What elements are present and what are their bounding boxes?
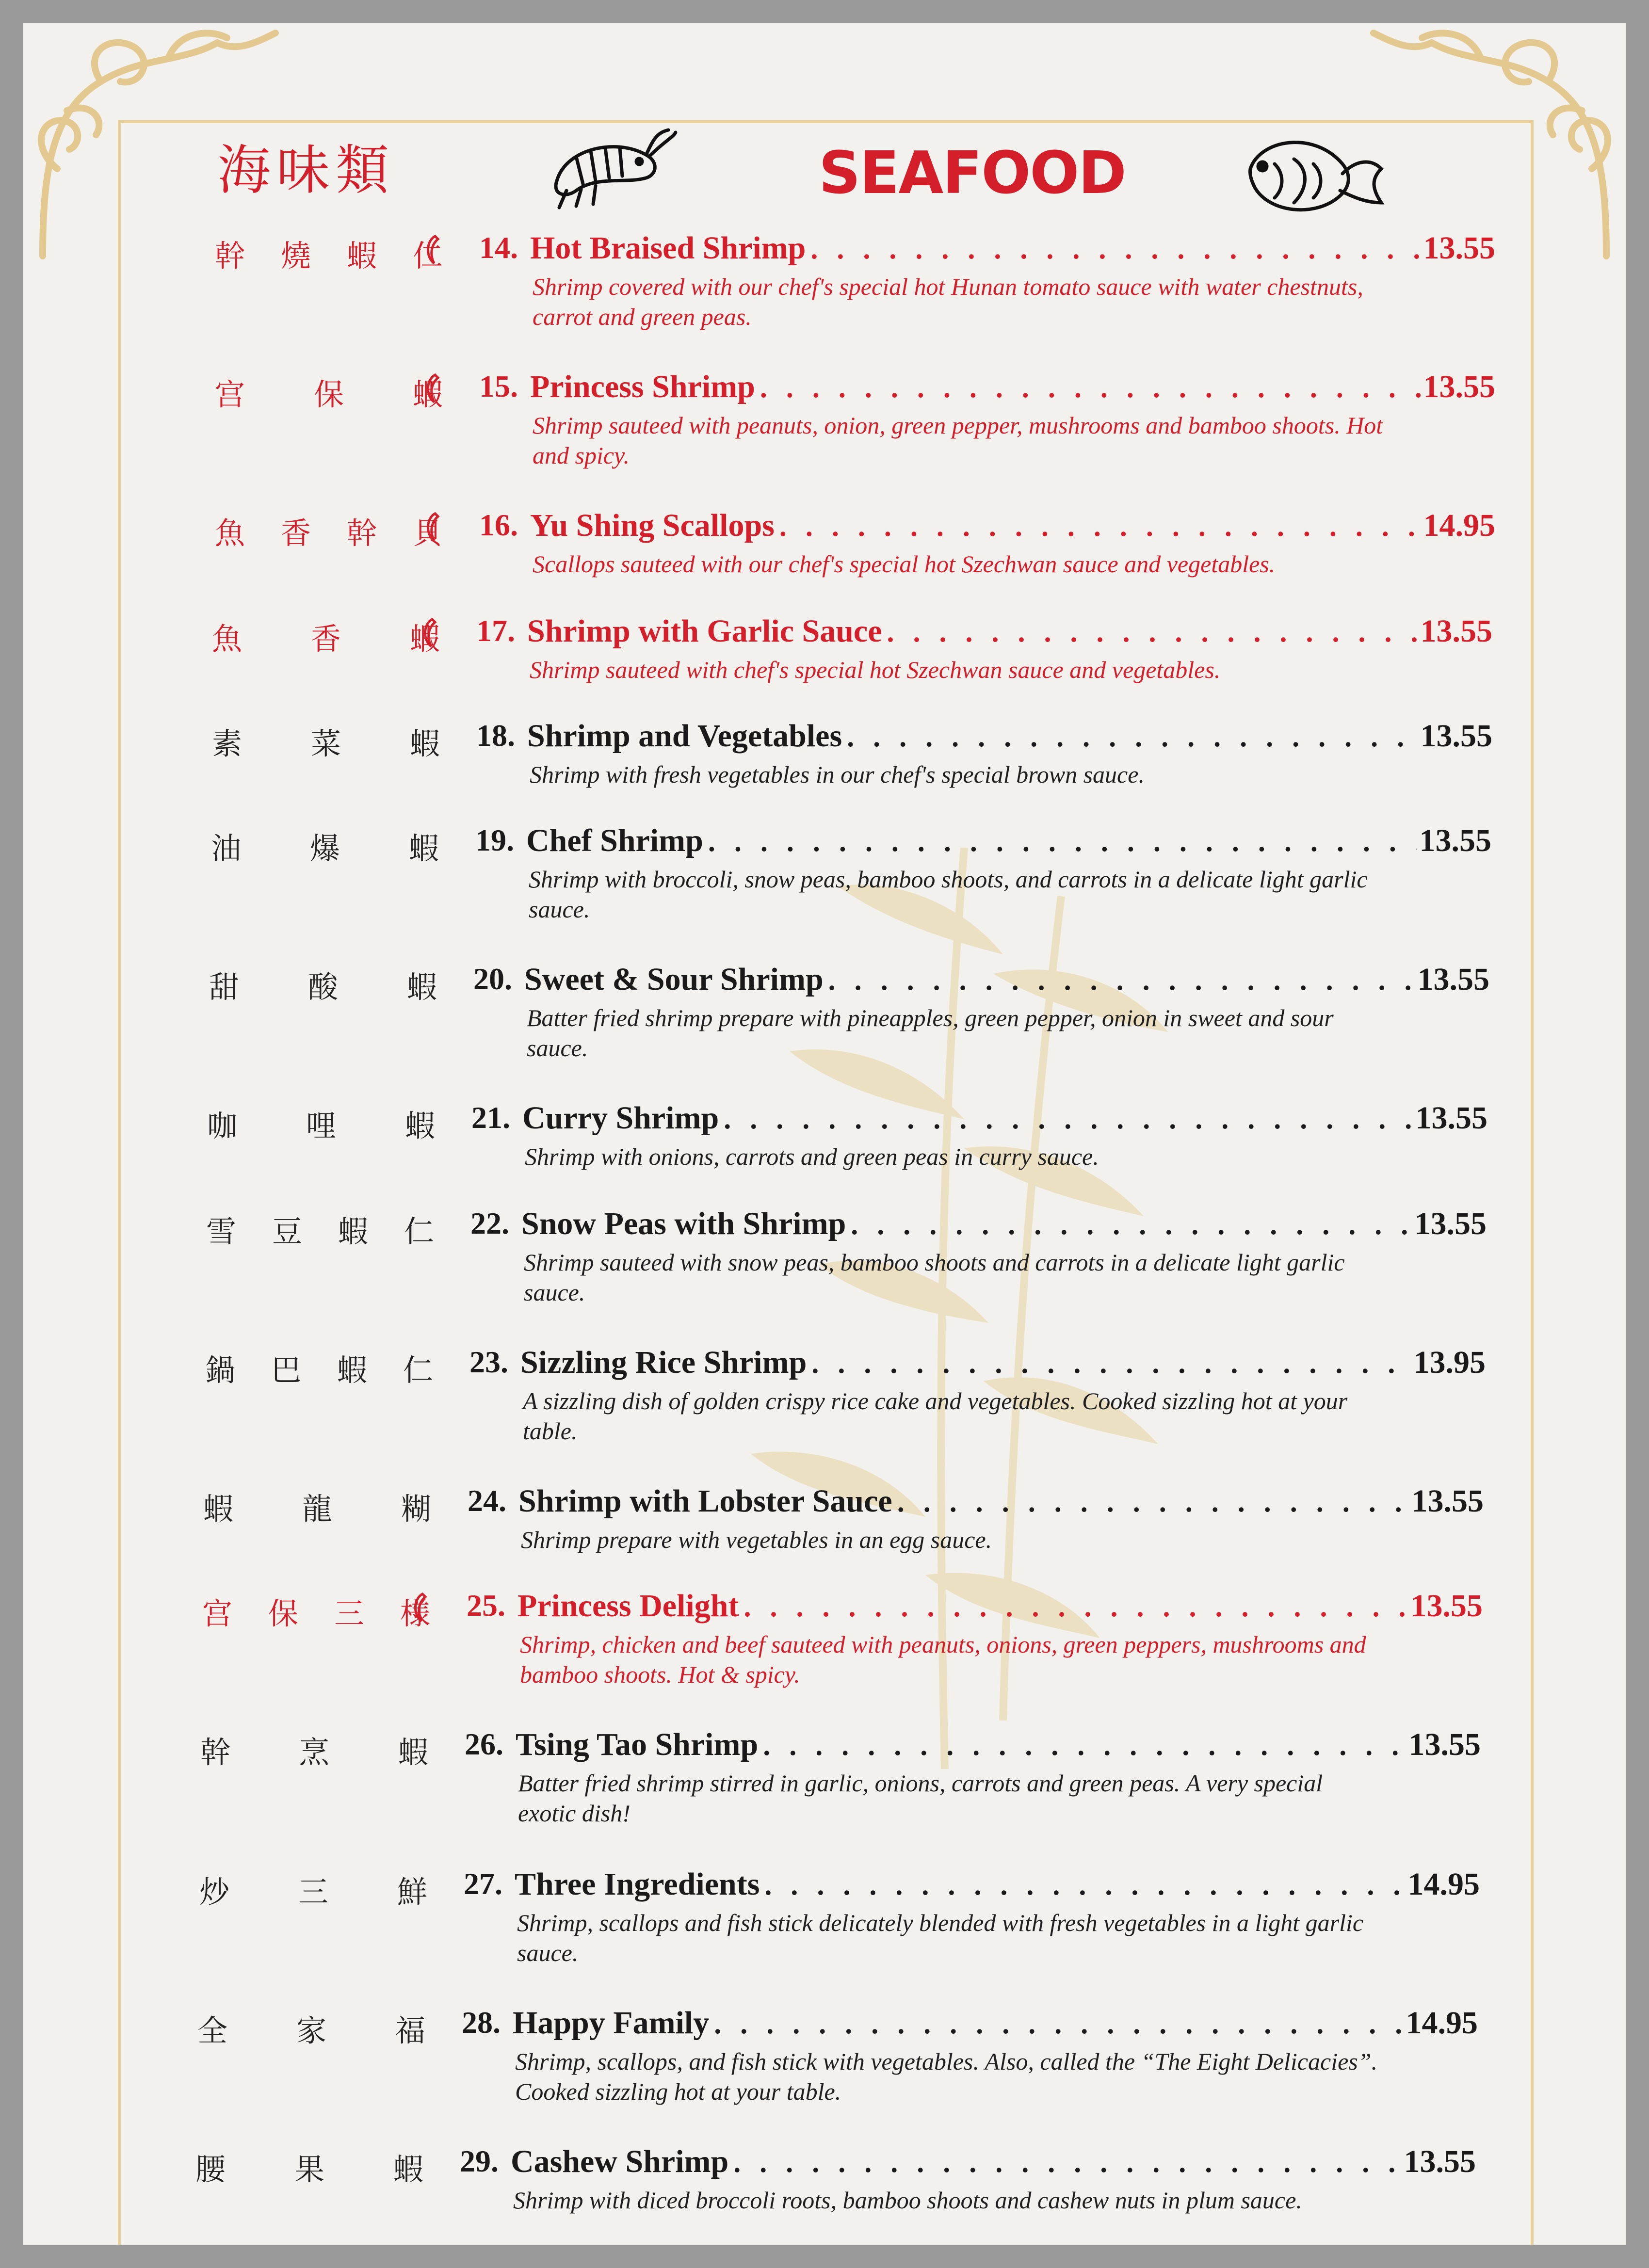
chinese-char: 蝦: [203, 1491, 234, 1527]
item-price: 13.55: [1411, 1483, 1484, 1519]
item-description: Shrimp with onions, carrots and green peas in curry sauce.: [525, 1143, 1099, 1170]
item-chinese-name: [215, 232, 443, 275]
chinese-char: 甜: [209, 969, 240, 1005]
leader-dots: [811, 1347, 1410, 1380]
hot-pepper-icon: [423, 373, 441, 404]
item-title-line: [522, 1100, 1487, 1137]
chinese-char: 保: [268, 1596, 298, 1631]
chinese-char: 様: [400, 1596, 430, 1631]
item-number: 28.: [462, 2005, 501, 2040]
item-description: Shrimp sauteed with snow peas, bamboo shoots and carrots in a delicate light garlic sauce.: [524, 1249, 1345, 1306]
fish-icon: [1241, 130, 1386, 227]
section-title-chinese: 海味類: [217, 139, 395, 201]
item-title-line: [524, 961, 1489, 998]
item-chinese-name: [197, 2007, 425, 2050]
item-chinese-name: [199, 1868, 427, 1911]
menu-item: [23, 1868, 1610, 2004]
menu-item: [23, 2145, 1606, 2245]
item-number: 22.: [470, 1206, 509, 1240]
item-price: 13.55: [1423, 369, 1495, 404]
item-chinese-name: [195, 2145, 423, 2188]
chinese-char: 果: [294, 2152, 324, 2187]
item-title-line: [513, 2005, 1478, 2042]
item-price: 14.95: [1406, 2005, 1478, 2041]
hot-pepper-icon: [423, 234, 441, 265]
item-name: Shrimp with Garlic Sauce: [527, 613, 882, 649]
chinese-char: 炒: [199, 1874, 230, 1910]
chinese-char: 全: [197, 2013, 228, 2048]
item-title-line: [530, 369, 1495, 405]
hot-pepper-icon: [423, 512, 441, 543]
item-chinese-name: [205, 1346, 433, 1389]
leader-dots: [760, 371, 1421, 404]
item-title-line: [517, 1588, 1483, 1625]
item-name: Cashew Shrimp: [511, 2144, 729, 2179]
chinese-char: 龍: [302, 1491, 332, 1527]
chinese-char: 巴: [271, 1352, 301, 1388]
chinese-char: 香: [280, 515, 311, 551]
chinese-char: 貝: [412, 515, 443, 551]
item-name: Sweet & Sour Shrimp: [524, 962, 824, 997]
chinese-char: 蝦: [404, 1108, 435, 1143]
menu-page: [23, 23, 1626, 2245]
item-description: Shrimp, chicken and beef sauteed with peanuts, onions, green peppers, mushrooms and bamboo shoots. Hot & spicy.: [520, 1631, 1366, 1688]
item-name: Hot Braised Shrimp: [530, 230, 806, 266]
section-title: SEAFOOD: [819, 140, 1126, 207]
chinese-char: 仁: [403, 1352, 433, 1388]
chinese-char: 蝦: [393, 2152, 423, 2187]
item-name: Princess Shrimp: [530, 369, 755, 404]
item-name: Three Ingredients: [515, 1866, 760, 1902]
item-name: Shrimp and Vegetables: [527, 718, 842, 754]
item-number: 23.: [469, 1345, 508, 1379]
chinese-char: 宫: [215, 377, 245, 412]
item-title-line: [526, 822, 1491, 859]
item-name: Chef Shrimp: [526, 823, 703, 858]
item-number: 18.: [476, 718, 515, 753]
leader-dots: [851, 1208, 1411, 1241]
menu-header: [23, 23, 1626, 237]
item-description: Shrimp with fresh vegetables in our chef's special brown sauce.: [530, 761, 1145, 788]
menu-item: [23, 2007, 1608, 2142]
leader-dots: [733, 2146, 1401, 2179]
menu-item: [23, 232, 1626, 368]
item-description: Shrimp sauteed with peanuts, onion, green pepper, mushrooms and bamboo shoots. Hot and spicy.: [533, 412, 1383, 469]
item-number: 14.: [479, 230, 518, 265]
leader-dots: [714, 2007, 1403, 2041]
chinese-char: 菜: [310, 726, 341, 761]
item-price: 13.95: [1413, 1345, 1486, 1380]
item-number: 19.: [475, 823, 514, 857]
leader-dots: [828, 964, 1415, 997]
leader-dots: [764, 1868, 1405, 1902]
chinese-char: 魚: [212, 621, 242, 657]
item-description: Batter fried shrimp prepare with pineapples, green pepper, onion in sweet and sour sauce.: [527, 1004, 1334, 1062]
item-number: 21.: [471, 1100, 510, 1135]
leader-dots: [744, 1590, 1407, 1624]
item-name: Princess Delight: [517, 1588, 739, 1624]
chinese-char: 蝦: [409, 726, 440, 761]
item-price: 13.55: [1408, 1727, 1481, 1762]
leader-dots: [779, 510, 1421, 543]
item-chinese-name: [211, 824, 439, 868]
item-description: Batter fried shrimp stirred in garlic, onions, carrots and green peas. A very special exotic dish!: [518, 1769, 1323, 1827]
chinese-char: 魚: [215, 515, 245, 551]
item-name: Yu Shing Scallops: [530, 508, 775, 543]
chinese-char: 蝦: [409, 621, 440, 657]
item-chinese-name: [202, 1590, 430, 1633]
hot-pepper-icon: [420, 617, 438, 648]
item-description: Shrimp covered with our chef's special hot Hunan tomato sauce with water chestnuts, carrot and green peas.: [533, 273, 1363, 330]
item-price: 13.55: [1417, 962, 1489, 997]
item-title-line: [511, 2143, 1476, 2180]
chinese-char: 咖: [207, 1108, 238, 1143]
chinese-char: 福: [395, 2013, 425, 2048]
leader-dots: [763, 1729, 1406, 1762]
item-name: Shrimp with Lobster Sauce: [518, 1483, 892, 1519]
item-title-line: [520, 1344, 1486, 1381]
item-title-line: [530, 507, 1495, 544]
chinese-char: 雪: [206, 1214, 237, 1249]
chinese-char: 宫: [202, 1596, 233, 1631]
item-price: 13.55: [1404, 2144, 1476, 2179]
menu-item: [23, 370, 1626, 506]
item-number: 15.: [479, 369, 518, 403]
item-name: Sizzling Rice Shrimp: [520, 1345, 807, 1380]
item-chinese-name: [212, 615, 440, 658]
item-description: Shrimp with diced broccoli roots, bamboo shoots and cashew nuts in plum sauce.: [513, 2187, 1302, 2214]
chinese-char: 幹: [346, 515, 377, 551]
item-title-line: [516, 1726, 1481, 1763]
item-number: 29.: [460, 2144, 499, 2178]
leader-dots: [847, 720, 1417, 754]
leader-dots: [810, 232, 1420, 266]
item-price: 13.55: [1423, 230, 1495, 266]
leader-dots: [887, 615, 1418, 649]
chinese-char: 仁: [404, 1214, 434, 1249]
menu-item: [23, 824, 1622, 960]
chinese-char: 三: [334, 1596, 364, 1631]
chinese-char: 蝦: [346, 238, 377, 273]
item-price: 14.95: [1423, 508, 1495, 543]
chinese-char: 豆: [272, 1214, 302, 1249]
item-price: 13.55: [1420, 613, 1492, 649]
chinese-char: 鍋: [205, 1352, 236, 1388]
item-number: 25.: [467, 1588, 505, 1623]
chinese-char: 蝦: [398, 1735, 428, 1770]
item-name: Happy Family: [513, 2005, 710, 2041]
item-chinese-name: [200, 1728, 428, 1771]
menu-item: [23, 1346, 1616, 1482]
item-description: Scallops sauteed with our chef's special hot Szechwan sauce and vegetables.: [533, 550, 1276, 578]
leader-dots: [708, 825, 1417, 858]
item-number: 17.: [476, 613, 515, 648]
chinese-char: 素: [212, 726, 242, 761]
item-description: Shrimp with broccoli, snow peas, bamboo shoots, and carrots in a delicate light garlic sauce.: [529, 866, 1368, 923]
hot-pepper-icon: [411, 1592, 428, 1623]
item-chinese-name: [209, 963, 437, 1006]
item-title-line: [530, 230, 1495, 267]
item-number: 24.: [468, 1483, 506, 1518]
item-chinese-name: [212, 720, 440, 763]
item-title-line: [518, 1483, 1484, 1520]
chinese-char: 腰: [195, 2152, 226, 2187]
menu-item: [23, 1207, 1617, 1343]
item-description: Shrimp, scallops, and fish stick with vegetables. Also, called the “The Eight Delicacies”. Cooked sizzling hot at your table.: [515, 2048, 1378, 2105]
item-name: Snow Peas with Shrimp: [521, 1206, 846, 1241]
chinese-char: 蝦: [406, 969, 437, 1005]
menu-item: [23, 1590, 1613, 1725]
item-title-line: [527, 613, 1492, 650]
item-number: 27.: [464, 1866, 502, 1901]
chinese-char: 仁: [412, 238, 443, 273]
item-title-line: [515, 1866, 1480, 1903]
item-price: 13.55: [1419, 823, 1491, 858]
item-chinese-name: [207, 1102, 435, 1145]
chinese-char: 酸: [307, 969, 338, 1005]
item-number: 20.: [473, 962, 512, 996]
chinese-char: 鮮: [397, 1874, 427, 1910]
chinese-char: 烹: [299, 1735, 329, 1770]
chinese-char: 蝦: [412, 377, 443, 412]
item-number: 26.: [465, 1727, 503, 1761]
item-title-line: [521, 1206, 1487, 1242]
item-number: 16.: [479, 508, 518, 542]
chinese-char: 家: [296, 2013, 326, 2048]
chinese-char: 蝦: [337, 1352, 367, 1388]
chinese-char: 糊: [401, 1491, 431, 1527]
item-price: 13.55: [1414, 1206, 1487, 1241]
item-description: Shrimp, scallops and fish stick delicately blended with fresh vegetables in a light garlic sauce.: [517, 1909, 1364, 1966]
item-name: Tsing Tao Shrimp: [516, 1727, 759, 1762]
menu-item: [23, 1728, 1611, 1864]
item-chinese-name: [215, 370, 443, 414]
item-name: Curry Shrimp: [522, 1100, 719, 1136]
item-price: 14.95: [1407, 1866, 1480, 1902]
item-description: A sizzling dish of golden crispy rice cake and vegetables. Cooked sizzling hot at your table.: [523, 1387, 1348, 1445]
item-chinese-name: [215, 509, 443, 552]
chinese-char: 幹: [215, 238, 245, 273]
chinese-char: 油: [211, 831, 242, 866]
item-price: 13.55: [1415, 1100, 1487, 1136]
item-price: 13.55: [1410, 1588, 1483, 1624]
menu-item: [23, 963, 1620, 1099]
chinese-char: 三: [298, 1874, 328, 1910]
item-title-line: [527, 718, 1492, 755]
chinese-char: 蝦: [338, 1214, 368, 1249]
chinese-char: 燒: [280, 238, 311, 273]
item-description: Shrimp prepare with vegetables in an egg sauce.: [521, 1526, 992, 1553]
chinese-char: 香: [310, 621, 341, 657]
item-chinese-name: [203, 1485, 431, 1528]
item-price: 13.55: [1420, 718, 1492, 754]
chinese-char: 爆: [309, 831, 340, 866]
leader-dots: [724, 1102, 1412, 1136]
chinese-char: 蝦: [408, 831, 439, 866]
shrimp-icon: [537, 128, 678, 210]
chinese-char: 哩: [306, 1108, 336, 1143]
chinese-char: 幹: [200, 1735, 231, 1770]
leader-dots: [897, 1485, 1409, 1519]
item-description: Shrimp sauteed with chef's special hot Szechwan sauce and vegetables.: [530, 656, 1221, 683]
item-chinese-name: [206, 1207, 434, 1251]
chinese-char: 保: [313, 377, 344, 412]
